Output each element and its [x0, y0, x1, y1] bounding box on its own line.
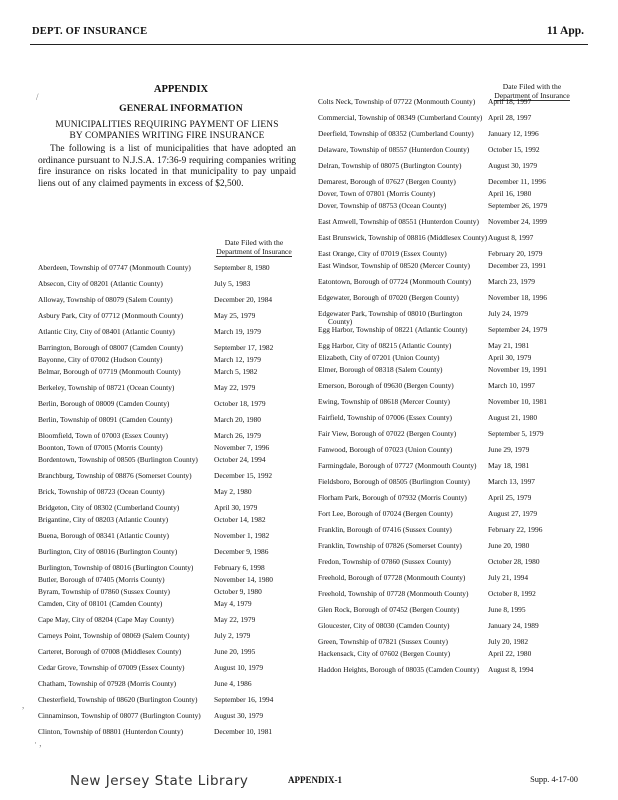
filing-date: May 21, 1981 [488, 341, 530, 350]
municipality-name: Emerson, Borough of 09630 (Bergen County) [318, 381, 454, 390]
scan-mark: , [22, 700, 25, 710]
subtitle [38, 120, 296, 142]
municipality-name: Chesterfield, Township of 08620 (Burlington County) [38, 695, 198, 704]
municipality-name: Fieldsboro, Borough of 08505 (Burlington County) [318, 477, 470, 486]
municipality-name: Demarest, Borough of 07627 (Bergen County) [318, 177, 456, 186]
municipality-name: Fairfield, Township of 07006 (Essex County) [318, 413, 453, 422]
municipality-name: Farmingdale, Borough of 07727 (Monmouth County) [318, 461, 477, 470]
filing-date: December 23, 1991 [488, 261, 547, 270]
library-stamp: New Jersey State Library [70, 773, 249, 789]
municipality-name: Clinton, Township of 08801 (Hunterdon County) [38, 727, 184, 736]
header-rule [30, 44, 588, 45]
municipality-name: Ewing, Township of 08618 (Mercer County) [318, 397, 450, 406]
municipality-name: Berlin, Township of 08091 (Camden County) [38, 415, 173, 424]
appendix-title: APPENDIX [153, 84, 209, 95]
municipality-name: Florham Park, Borough of 07932 (Morris County) [318, 493, 467, 502]
filing-date: August 10, 1979 [214, 663, 264, 672]
page-number: APPENDIX-1 [288, 775, 342, 785]
filing-date: October 18, 1979 [214, 399, 266, 408]
filing-date: September 5, 1979 [488, 429, 544, 438]
municipality-name: Cape May, City of 08204 (Cape May County) [38, 615, 174, 624]
intro-paragraph: The following is a list of municipalities that have adopted an ordinance pursuant to N.J.S.A. 17:36-9 requiring companies writing fire insurance on risks located in that municipality to pay unpaid liens out of any claimed payments in excess of $2,500. [38, 144, 296, 189]
municipality-name: Berlin, Borough of 08009 (Camden County) [38, 399, 170, 408]
filing-date: February 22, 1996 [488, 525, 543, 534]
filing-date: March 26, 1979 [214, 431, 262, 440]
municipality-name: East Brunswick, Township of 08816 (Middlesex County) [318, 233, 488, 242]
filing-date: June 29, 1979 [488, 445, 530, 454]
filing-date: August 30, 1979 [214, 711, 264, 720]
filing-date: March 13, 1997 [488, 477, 536, 486]
filing-date: October 15, 1992 [488, 145, 540, 154]
filing-date: February 6, 1998 [214, 563, 265, 572]
filing-date: June 8, 1995 [488, 605, 526, 614]
filing-date: September 16, 1994 [214, 695, 274, 704]
filing-date: August 27, 1979 [488, 509, 538, 518]
scan-mark: / [36, 92, 39, 102]
municipality-name: Fanwood, Borough of 07023 (Union County) [318, 445, 453, 454]
filing-date: March 20, 1980 [214, 415, 262, 424]
filing-date: October 8, 1992 [488, 589, 536, 598]
filing-date: August 8, 1994 [488, 665, 534, 674]
filing-date: December 10, 1981 [214, 727, 273, 736]
filing-date: December 9, 1986 [214, 547, 269, 556]
municipality-name: Franklin, Township of 07826 (Somerset County) [318, 541, 462, 550]
municipality-name: Burlington, Township of 08016 (Burlington County) [38, 563, 194, 572]
municipality-name: Berkeley, Township of 08721 (Ocean County) [38, 383, 175, 392]
filing-date: May 2, 1980 [214, 487, 252, 496]
filing-date: January 12, 1996 [488, 129, 539, 138]
left-column-heading [208, 238, 300, 257]
municipality-name: Fredon, Township of 07860 (Sussex County) [318, 557, 451, 566]
municipality-name: Boonton, Town of 07005 (Morris County) [38, 443, 163, 452]
municipality-name: Bridgeton, City of 08302 (Cumberland County) [38, 503, 180, 512]
municipality-name: East Windsor, Township of 08520 (Mercer County) [318, 261, 470, 270]
filing-date: July 24, 1979 [488, 309, 529, 318]
municipality-name: Haddon Heights, Borough of 08035 (Camden County) [318, 665, 480, 674]
filing-date: January 24, 1989 [488, 621, 539, 630]
municipality-name: Cinnaminson, Township of 08077 (Burlington County) [38, 711, 201, 720]
municipality-name: Eatontown, Borough of 07724 (Monmouth County) [318, 277, 472, 286]
column-heading-line-2: Department of Insurance [494, 91, 570, 100]
filing-date: September 26, 1979 [488, 201, 548, 210]
municipality-name: Cedar Grove, Township of 07009 (Essex County) [38, 663, 185, 672]
filing-date: November 24, 1999 [488, 217, 547, 226]
filing-date: July 20, 1982 [488, 637, 529, 646]
municipality-name: Brick, Township of 08723 (Ocean County) [38, 487, 165, 496]
scan-mark: · , [34, 738, 42, 748]
municipality-name: Dover, Township of 08753 (Ocean County) [318, 201, 447, 210]
municipality-name: Commercial, Township of 08349 (Cumberland County) [318, 113, 483, 122]
filing-date: April 18, 1997 [488, 97, 532, 106]
filing-date: October 24, 1994 [214, 455, 266, 464]
intro-block [38, 84, 296, 190]
municipality-name: Edgewater, Borough of 07020 (Bergen County) [318, 293, 459, 302]
filing-date: February 20, 1979 [488, 249, 543, 258]
filing-date: October 28, 1980 [488, 557, 540, 566]
column-heading-line-1: Date Filed with the [502, 82, 562, 91]
filing-date: April 30, 1979 [214, 503, 258, 512]
municipality-name: Carneys Point, Township of 08069 (Salem County) [38, 631, 190, 640]
filing-date: August 8, 1997 [488, 233, 534, 242]
running-header-right: 11 App. [546, 25, 584, 37]
column-heading-line-2: Department of Insurance [216, 247, 292, 256]
filing-date: November 14, 1980 [214, 575, 273, 584]
municipality-name: Butler, Borough of 07405 (Morris County) [38, 575, 165, 584]
municipality-name: Buena, Borough of 08341 (Atlantic County) [38, 531, 169, 540]
column-heading-line-1: Date Filed with the [224, 238, 284, 247]
municipality-name: Branchburg, Township of 08876 (Somerset County) [38, 471, 192, 480]
municipality-name: Atlantic City, City of 08401 (Atlantic County) [38, 327, 175, 336]
filing-date: May 18, 1981 [488, 461, 530, 470]
filing-date: July 5, 1983 [214, 279, 251, 288]
municipality-name: Absecon, City of 08201 (Atlantic County) [38, 279, 163, 288]
filing-date: March 10, 1997 [488, 381, 536, 390]
filing-date: March 23, 1979 [488, 277, 536, 286]
filing-date: July 2, 1979 [214, 631, 251, 640]
filing-date: June 4, 1986 [214, 679, 252, 688]
filing-date: April 22, 1980 [488, 649, 532, 658]
filing-date: August 30, 1979 [488, 161, 538, 170]
filing-date: September 17, 1982 [214, 343, 274, 352]
municipality-name: Delaware, Township of 08557 (Hunterdon County) [318, 145, 470, 154]
subtitle-line-2: BY COMPANIES WRITING FIRE INSURANCE [69, 131, 265, 141]
municipality-name: Bayonne, City of 07002 (Hudson County) [38, 355, 163, 364]
municipality-name: Aberdeen, Township of 07747 (Monmouth County) [38, 263, 191, 272]
filing-date: May 22, 1979 [214, 383, 256, 392]
filing-date: September 24, 1979 [488, 325, 548, 334]
municipality-name: Carteret, Borough of 07008 (Middlesex County) [38, 647, 182, 656]
municipality-name: East Orange, City of 07019 (Essex County) [318, 249, 447, 258]
filing-date: May 25, 1979 [214, 311, 256, 320]
municipality-name: Asbury Park, City of 07712 (Monmouth County) [38, 311, 184, 320]
municipality-name: Deerfield, Township of 08352 (Cumberland County) [318, 129, 474, 138]
municipality-name: Brigantine, City of 08203 (Atlantic County) [38, 515, 169, 524]
municipality-name: Gloucester, City of 08030 (Camden County) [318, 621, 450, 630]
municipality-name: Hackensack, City of 07602 (Bergen County) [318, 649, 451, 658]
filing-date: May 22, 1979 [214, 615, 256, 624]
filing-date: December 11, 1996 [488, 177, 546, 186]
filing-date: July 21, 1994 [488, 573, 529, 582]
municipality-name: Elmer, Borough of 08318 (Salem County) [318, 365, 443, 374]
filing-date: September 8, 1980 [214, 263, 270, 272]
filing-date: October 9, 1980 [214, 587, 262, 596]
municipality-name: Belmar, Borough of 07719 (Monmouth County) [38, 367, 181, 376]
running-header-left: DEPT. OF INSURANCE [32, 26, 148, 37]
municipality-name: Fort Lee, Borough of 07024 (Bergen County) [318, 509, 453, 518]
filing-date: October 14, 1982 [214, 515, 266, 524]
municipality-name: Dover, Town of 07801 (Morris County) [318, 189, 436, 198]
filing-date: August 21, 1980 [488, 413, 538, 422]
municipality-name: Bordentown, Township of 08505 (Burlington County) [38, 455, 198, 464]
municipality-name: Byram, Township of 07860 (Sussex County) [38, 587, 170, 596]
municipality-name: Edgewater Park, Township of 08010 (Burlington County) [318, 309, 463, 327]
municipality-name: East Amwell, Township of 08551 (Hunterdon County) [318, 217, 479, 226]
section-heading: GENERAL INFORMATION [119, 103, 243, 114]
filing-date: December 20, 1984 [214, 295, 273, 304]
municipality-name: Chatham, Township of 07928 (Morris County) [38, 679, 177, 688]
municipality-name: Egg Harbor, City of 08215 (Atlantic County) [318, 341, 452, 350]
filing-date: April 25, 1979 [488, 493, 532, 502]
municipality-name: Glen Rock, Borough of 07452 (Bergen County) [318, 605, 460, 614]
filing-date: November 10, 1981 [488, 397, 547, 406]
filing-date: November 18, 1996 [488, 293, 547, 302]
filing-date: June 20, 1995 [214, 647, 256, 656]
municipality-name: Elizabeth, City of 07201 (Union County) [318, 353, 440, 362]
filing-date: June 20, 1980 [488, 541, 530, 550]
filing-date: December 15, 1992 [214, 471, 273, 480]
filing-date: May 4, 1979 [214, 599, 252, 608]
filing-date: November 1, 1982 [214, 531, 270, 540]
municipality-name: Freehold, Borough of 07728 (Monmouth County) [318, 573, 466, 582]
filing-date: November 7, 1996 [214, 443, 270, 452]
municipality-name: Franklin, Borough of 07416 (Sussex County) [318, 525, 452, 534]
filing-date: April 30, 1979 [488, 353, 532, 362]
municipality-name: Colts Neck, Township of 07722 (Monmouth County) [318, 97, 476, 106]
municipality-name: Barrington, Borough of 08007 (Camden County) [38, 343, 183, 352]
filing-date: April 16, 1980 [488, 189, 532, 198]
municipality-name: Burlington, City of 08016 (Burlington County) [38, 547, 178, 556]
filing-date: April 28, 1997 [488, 113, 532, 122]
municipality-name: Freehold, Township of 07728 (Monmouth County) [318, 589, 469, 598]
supplement-date: Supp. 4-17-00 [530, 775, 578, 784]
municipality-name: Bloomfield, Town of 07003 (Essex County) [38, 431, 168, 440]
municipality-name: Delran, Township of 08075 (Burlington County) [318, 161, 462, 170]
municipality-name: Fair View, Borough of 07022 (Bergen County) [318, 429, 457, 438]
filing-date: March 12, 1979 [214, 355, 262, 364]
filing-date: March 5, 1982 [214, 367, 258, 376]
municipality-name: Egg Harbor, Township of 08221 (Atlantic County) [318, 325, 468, 334]
subtitle-line-1: MUNICIPALITIES REQUIRING PAYMENT OF LIENS [55, 120, 279, 130]
filing-date: November 19, 1991 [488, 365, 547, 374]
municipality-name: Camden, City of 08101 (Camden County) [38, 599, 163, 608]
filing-date: March 19, 1979 [214, 327, 262, 336]
municipality-name: Alloway, Township of 08079 (Salem County) [38, 295, 173, 304]
municipality-name: Green, Township of 07821 (Sussex County) [318, 637, 448, 646]
